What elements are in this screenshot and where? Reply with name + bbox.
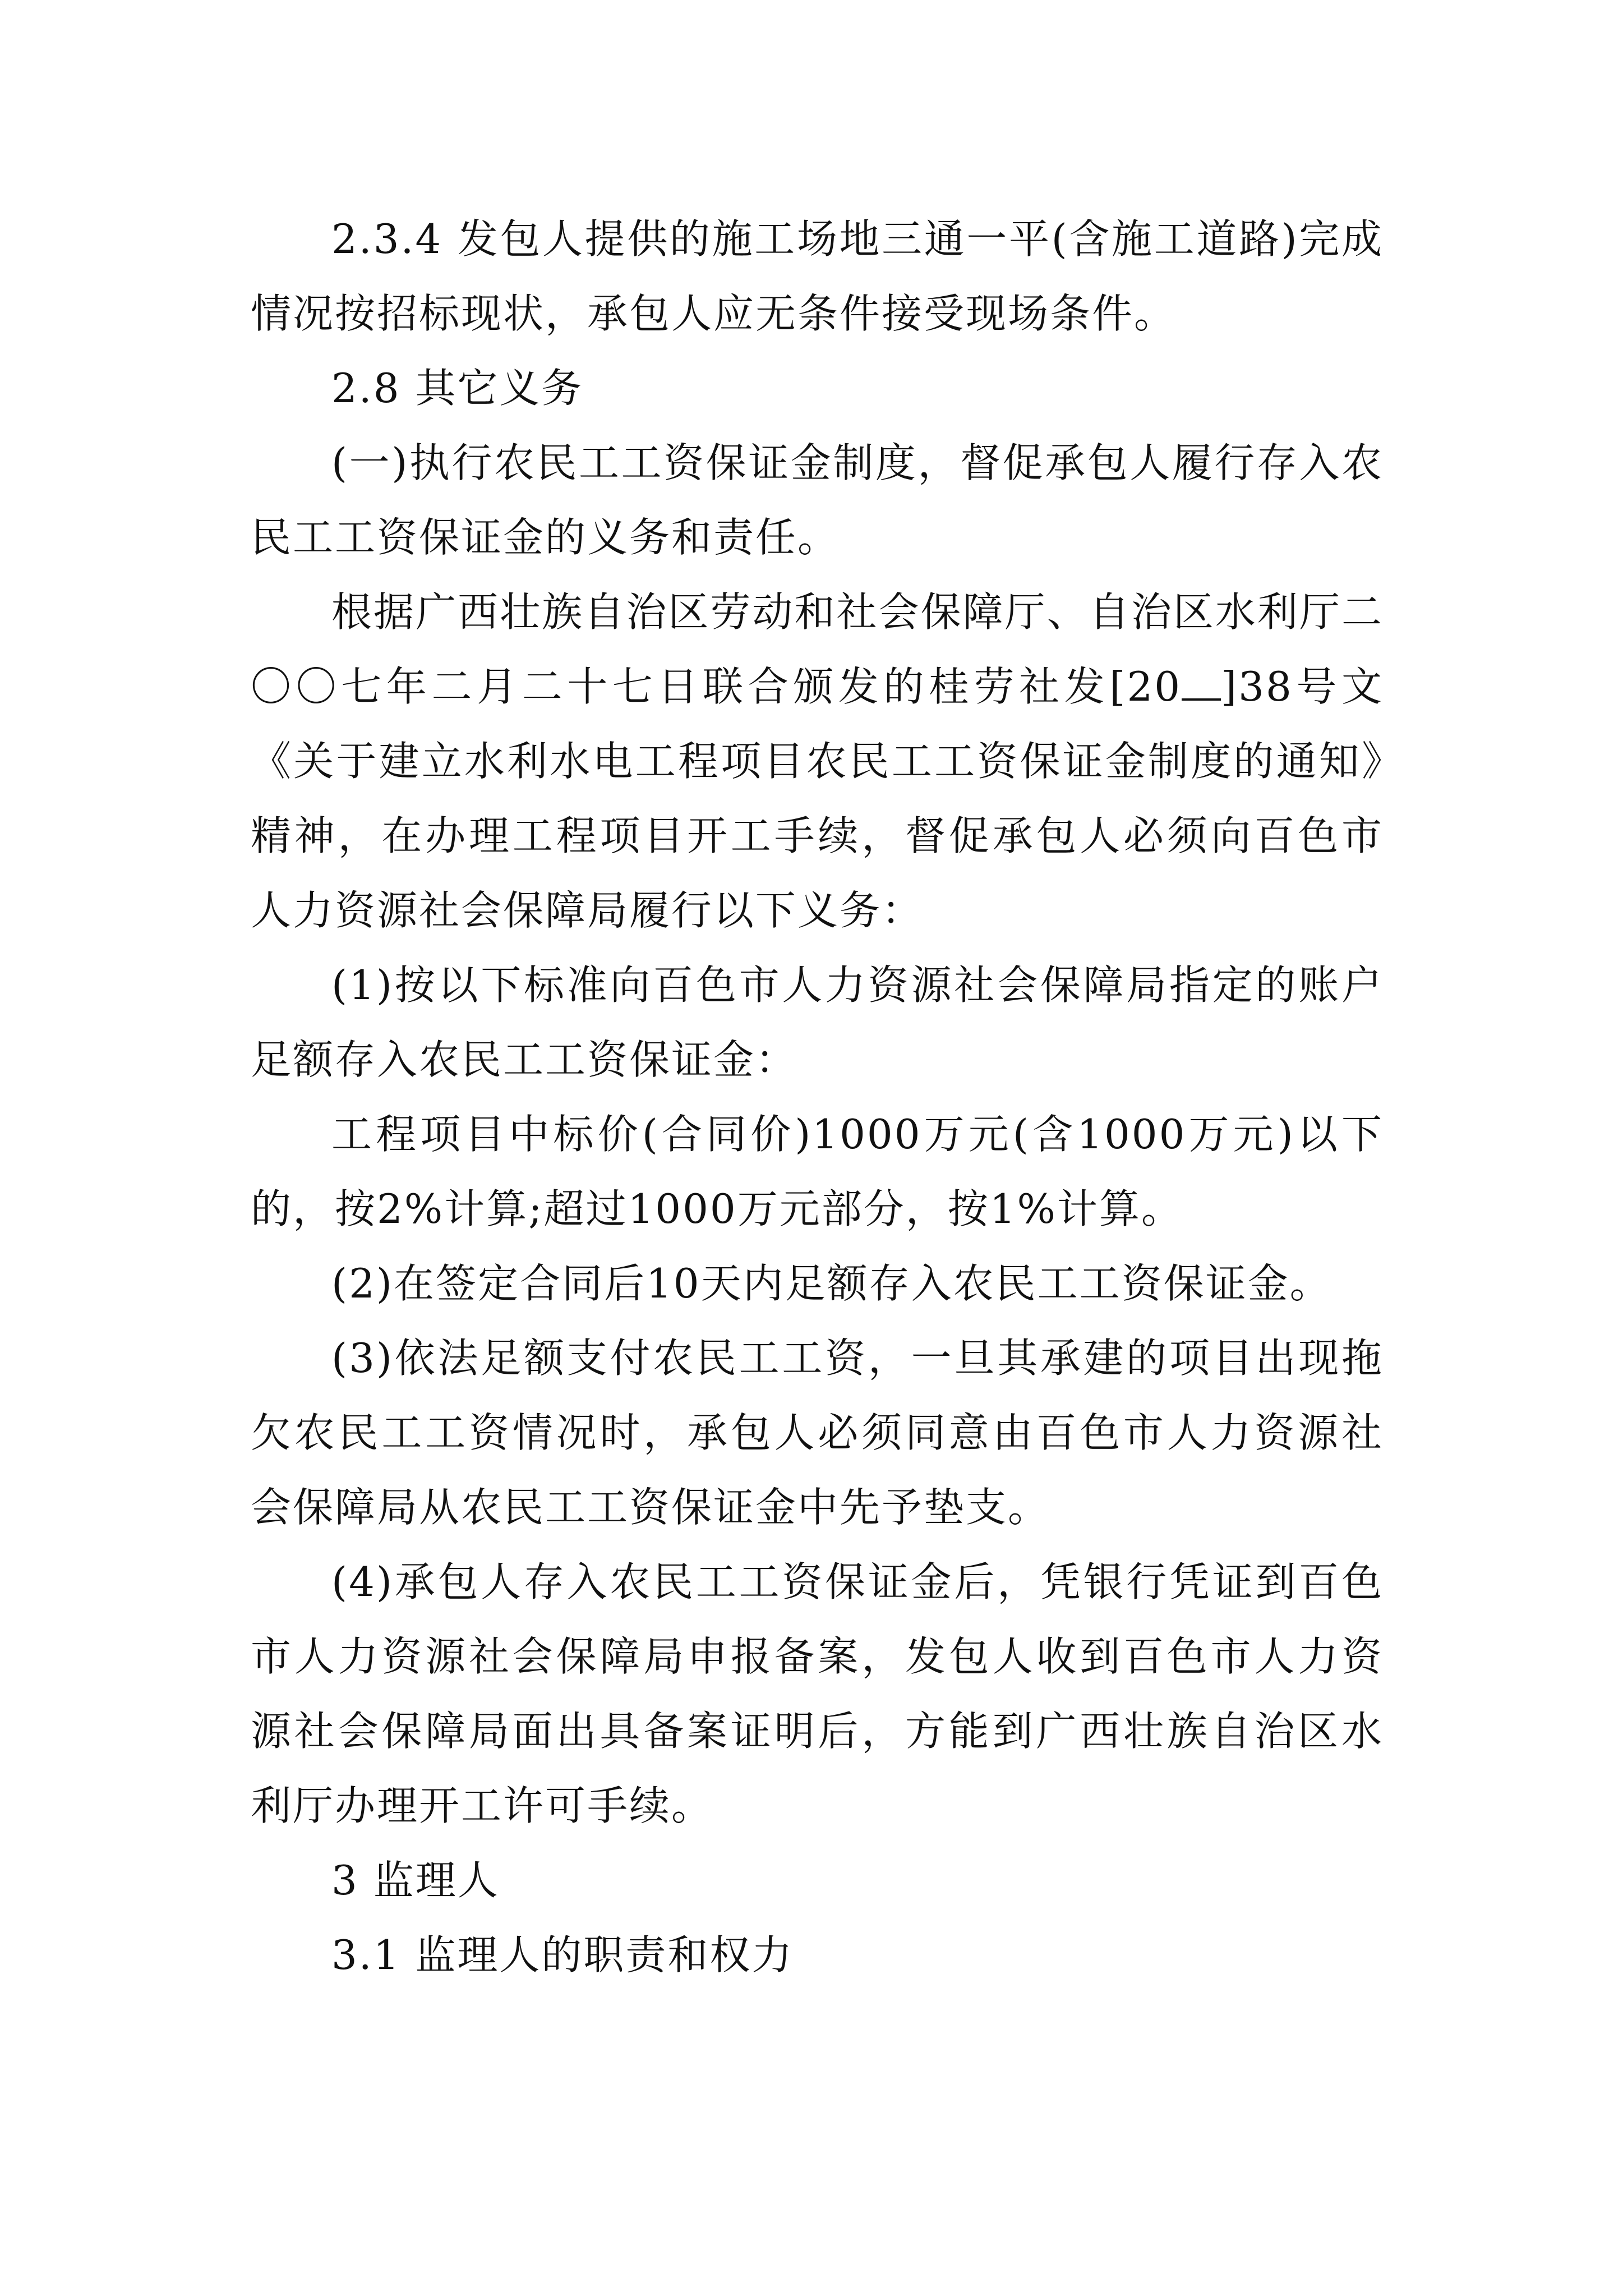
heading-2-8: 2.8 其它义务 [331, 365, 584, 412]
heading-3-1: 3.1 监理人的职责和权力 [331, 1931, 794, 1978]
paragraph-deposit-standard: 工程项目中标价(合同价)1000万元(含1000万元)以下的，按2%计算;超过1000万元部分，按1%计算。 [251, 1111, 1384, 1232]
paragraph-2-3-4: 2.3.4 发包人提供的施工场地三通一平(含施工道路)完成情况按招标现状，承包人应无条件接受现场条件。 [251, 215, 1384, 337]
paragraph-regulation-basis [251, 575, 1384, 948]
paragraph-item-3: (3)依法足额支付农民工工资，一旦其承建的项目出现拖欠农民工工资情况时，承包人必须同意由百色市人力资源社会保障局从农民工工资保证金中先予垫支。 [251, 1335, 1384, 1531]
paragraph-item-1: (1)按以下标准向百色市人力资源社会保障局指定的账户足额存入农民工工资保证金： [251, 961, 1384, 1083]
paragraph-item-2: (2)在签定合同后10天内足额存入农民工工资保证金。 [331, 1260, 1332, 1307]
regulation-text-end: ]38号文《关于建立水利水电工程项目农民工工资保证金制度的通知》精神，在办理工程项目开工手续，督促承包人必须向百色市人力资源社会保障局履行以下义务： [251, 663, 1384, 934]
document-body [251, 202, 1384, 1993]
heading-3-supervisor: 3 监理人 [331, 1857, 500, 1904]
paragraph-wage-deposit-system: (一)执行农民工工资保证金制度，督促承包人履行存入农民工工资保证金的义务和责任。 [251, 439, 1384, 561]
regulation-text-start: 根据广西壮族自治区劳动和社会保障厅、自治区水利厅二〇〇七年二月二十七日联合颁发的桂劳社发[20 [251, 588, 1384, 710]
year-blank [1182, 698, 1221, 701]
paragraph-item-4: (4)承包人存入农民工工资保证金后，凭银行凭证到百色市人力资源社会保障局申报备案，发包人收到百色市人力资源社会保障局面出具备案证明后，方能到广西壮族自治区水利厅办理开工许可手续。 [251, 1558, 1384, 1829]
